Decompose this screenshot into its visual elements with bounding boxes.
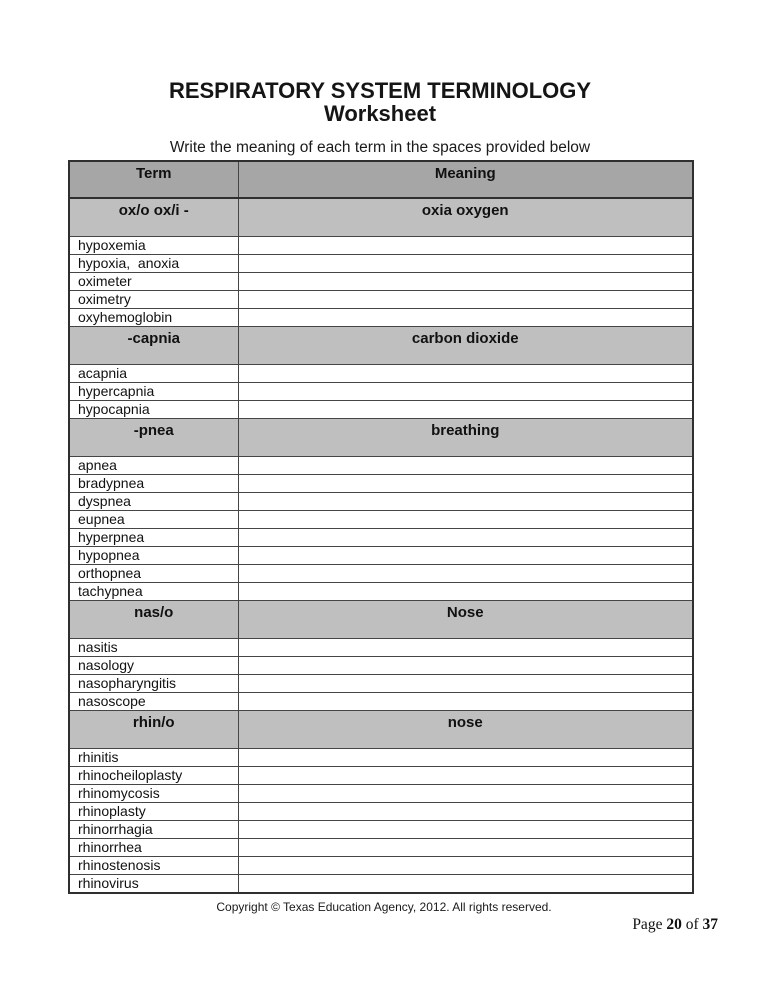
term-row [69, 291, 693, 309]
term-row [69, 457, 693, 475]
term-row [69, 857, 693, 875]
meaning-blank-cell [238, 875, 693, 894]
term-cell: hyperpnea [69, 529, 238, 547]
instruction-text: Write the meaning of each term in the spaces provided below [169, 139, 591, 156]
meaning-blank-cell [238, 383, 693, 401]
term-cell: dyspnea [69, 493, 238, 511]
term-row [69, 547, 693, 565]
term-cell: bradypnea [69, 475, 238, 493]
term-cell: nasitis [69, 639, 238, 657]
section-meaning-cell: breathing [238, 419, 693, 457]
term-row [69, 309, 693, 327]
page-subtitle: Worksheet [323, 101, 437, 126]
term-row [69, 749, 693, 767]
term-cell: rhinocheiloplasty [69, 767, 238, 785]
term-cell: nasology [69, 657, 238, 675]
term-cell: rhinitis [69, 749, 238, 767]
term-cell: oximeter [69, 273, 238, 291]
table-header-row [69, 161, 693, 198]
term-cell: rhinorrhea [69, 839, 238, 857]
section-meaning-cell: Nose [238, 601, 693, 639]
term-row [69, 365, 693, 383]
page-label: Page [632, 916, 663, 933]
section-term-cell: -capnia [69, 327, 238, 365]
term-row [69, 785, 693, 803]
term-cell: orthopnea [69, 565, 238, 583]
meaning-blank-cell [238, 365, 693, 383]
term-row [69, 237, 693, 255]
term-cell: nasoscope [69, 693, 238, 711]
meaning-blank-cell [238, 493, 693, 511]
meaning-column-header: Meaning [238, 161, 693, 198]
meaning-blank-cell [238, 255, 693, 273]
term-cell: rhinomycosis [69, 785, 238, 803]
meaning-blank-cell [238, 237, 693, 255]
term-row [69, 511, 693, 529]
meaning-blank-cell [238, 583, 693, 601]
meaning-blank-cell [238, 273, 693, 291]
meaning-blank-cell [238, 639, 693, 657]
term-cell: oximetry [69, 291, 238, 309]
meaning-blank-cell [238, 547, 693, 565]
meaning-blank-cell [238, 857, 693, 875]
terminology-table [68, 160, 694, 894]
term-cell: hypoxia, anoxia [69, 255, 238, 273]
term-row [69, 639, 693, 657]
terminology-table-body [69, 161, 693, 893]
term-cell: hypercapnia [69, 383, 238, 401]
term-cell: rhinostenosis [69, 857, 238, 875]
term-row [69, 529, 693, 547]
meaning-blank-cell [238, 693, 693, 711]
footer-copyright: Copyright © Texas Education Agency, 2012. All rights reserved. [216, 900, 552, 914]
section-header-row [69, 601, 693, 639]
meaning-blank-cell [238, 309, 693, 327]
meaning-blank-cell [238, 767, 693, 785]
page-indicator [632, 916, 718, 934]
meaning-blank-cell [238, 749, 693, 767]
term-row [69, 255, 693, 273]
term-row [69, 565, 693, 583]
section-term-cell: -pnea [69, 419, 238, 457]
term-cell: oxyhemoglobin [69, 309, 238, 327]
meaning-blank-cell [238, 475, 693, 493]
meaning-blank-cell [238, 457, 693, 475]
term-row [69, 693, 693, 711]
section-header-row [69, 198, 693, 237]
meaning-blank-cell [238, 821, 693, 839]
page-title: RESPIRATORY SYSTEM TERMINOLOGY [168, 78, 592, 103]
term-cell: tachypnea [69, 583, 238, 601]
meaning-blank-cell [238, 839, 693, 857]
term-cell: hypocapnia [69, 401, 238, 419]
term-cell: rhinorrhagia [69, 821, 238, 839]
section-term-cell: rhin/o [69, 711, 238, 749]
section-meaning-cell: carbon dioxide [238, 327, 693, 365]
term-row [69, 875, 693, 894]
section-meaning-cell: nose [238, 711, 693, 749]
meaning-blank-cell [238, 785, 693, 803]
meaning-blank-cell [238, 803, 693, 821]
meaning-blank-cell [238, 511, 693, 529]
term-cell: rhinovirus [69, 875, 238, 894]
meaning-blank-cell [238, 529, 693, 547]
meaning-blank-cell [238, 401, 693, 419]
term-cell: hypoxemia [69, 237, 238, 255]
term-row [69, 383, 693, 401]
term-row [69, 273, 693, 291]
section-header-row [69, 419, 693, 457]
meaning-blank-cell [238, 657, 693, 675]
of-label: of [685, 916, 699, 933]
term-row [69, 821, 693, 839]
term-cell: apnea [69, 457, 238, 475]
section-term-cell: ox/o ox/i - [69, 198, 238, 237]
term-cell: acapnia [69, 365, 238, 383]
section-term-cell: nas/o [69, 601, 238, 639]
page-total: 37 [702, 916, 718, 933]
term-cell: hypopnea [69, 547, 238, 565]
term-row [69, 803, 693, 821]
term-row [69, 583, 693, 601]
term-row [69, 657, 693, 675]
section-header-row [69, 711, 693, 749]
term-row [69, 475, 693, 493]
meaning-blank-cell [238, 565, 693, 583]
term-row [69, 767, 693, 785]
term-row [69, 401, 693, 419]
term-cell: nasopharyngitis [69, 675, 238, 693]
term-cell: eupnea [69, 511, 238, 529]
term-row [69, 493, 693, 511]
term-cell: rhinoplasty [69, 803, 238, 821]
term-row [69, 675, 693, 693]
section-meaning-cell: oxia oxygen [238, 198, 693, 237]
page-number: 20 [666, 916, 682, 933]
section-header-row [69, 327, 693, 365]
meaning-blank-cell [238, 291, 693, 309]
term-column-header: Term [69, 161, 238, 198]
meaning-blank-cell [238, 675, 693, 693]
term-row [69, 839, 693, 857]
